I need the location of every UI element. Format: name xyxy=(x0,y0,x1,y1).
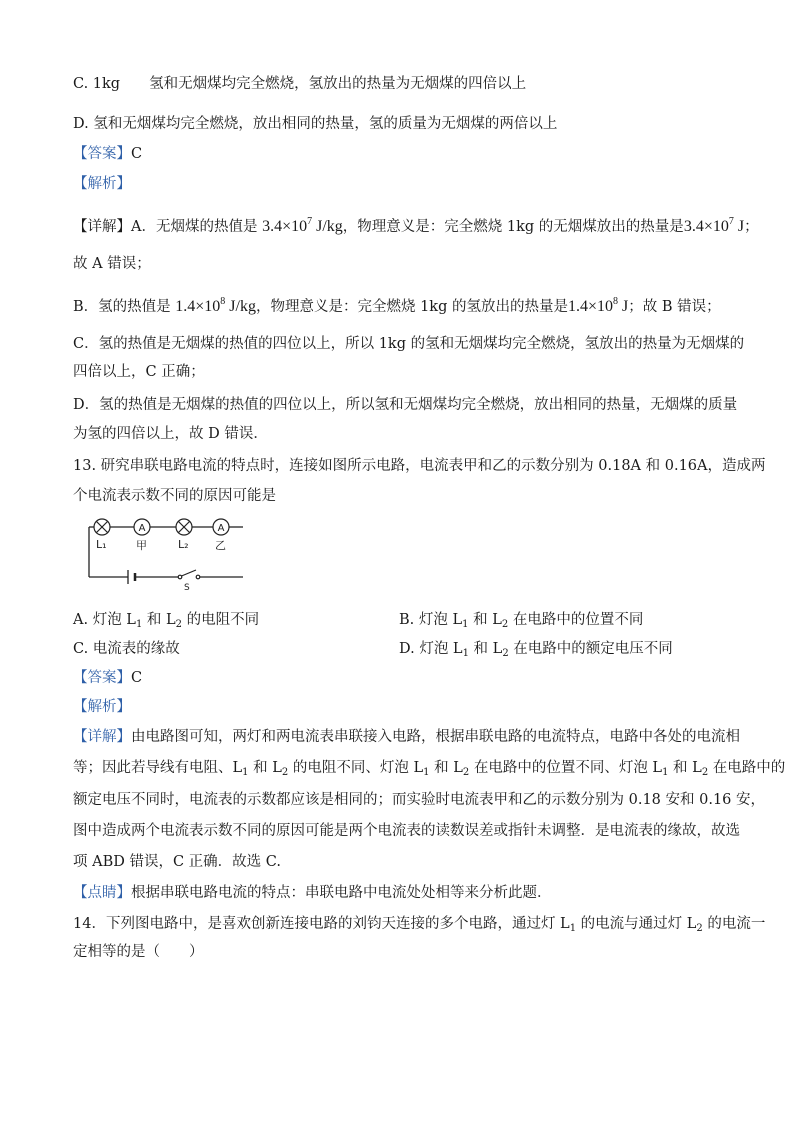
battery-icon xyxy=(128,570,135,584)
explanation-c-2: 四倍以上，C 正确； xyxy=(73,364,205,380)
formula xyxy=(684,218,744,235)
text: 根据串联电路电流的特点：串联电路中电流处处相等来分析此题． xyxy=(131,885,552,901)
label-l1: L₁ xyxy=(96,538,107,551)
text: ，物理意义是：完全燃烧 1kg 的氢放出的热量是 xyxy=(255,299,568,315)
formula xyxy=(262,218,343,235)
label-jia: 甲 xyxy=(136,539,147,552)
option-c: C. 1kg 氢和无烟煤均完全燃烧，氢放出的热量为无烟煤的四倍以上 xyxy=(73,76,527,92)
text: 在电路中的位置不同、灯泡 L xyxy=(469,760,663,776)
formula-exp: 8 xyxy=(220,296,226,307)
explanation-b xyxy=(73,292,721,317)
q13-option-d xyxy=(399,639,673,664)
text: D. 灯泡 L xyxy=(399,641,463,657)
switch-icon xyxy=(178,570,200,579)
circuit-diagram xyxy=(80,512,250,592)
detail-tag: 【详解】 xyxy=(73,729,131,745)
q13-explanation-4: 图中造成两个电流表示数不同的原因可能是两个电流表的读数误差或指针未调整．是电流表的缘故，故选 xyxy=(73,823,740,839)
text: B．氢的热值是 xyxy=(73,299,171,315)
answer-value: C xyxy=(131,670,143,686)
formula-unit: J xyxy=(733,218,745,235)
subscript: 1 xyxy=(135,619,143,630)
q13-answer-line xyxy=(73,668,142,688)
text: 在电路中的位置不同 xyxy=(508,612,644,628)
answer-tag: 【答案】 xyxy=(73,146,131,162)
text: ； xyxy=(744,219,759,235)
formula-base: 3.4×10 xyxy=(262,218,308,235)
subscript: 2 xyxy=(696,923,703,934)
lamp-l1-icon xyxy=(94,519,110,535)
subscript: 1 xyxy=(462,619,469,630)
formula-base: 1.4×10 xyxy=(175,298,221,315)
text: 在电路中的额定电压不同 xyxy=(508,641,673,657)
text: B. 灯泡 L xyxy=(399,612,463,628)
ammeter-symbol: A xyxy=(217,523,225,534)
text: A. 灯泡 L xyxy=(73,612,136,628)
explanation-c-1: C．氢的热值是无烟煤的热值的四位以上，所以 1kg 的氢和无烟煤均完全燃烧，氢放出的热量为无烟煤的 xyxy=(73,336,745,352)
explanation-a xyxy=(73,212,759,237)
q13-analysis-tag: 【解析】 xyxy=(73,699,131,715)
text: 等；因此若导线有电阻、L xyxy=(73,760,243,776)
formula-base: 1.4×10 xyxy=(567,298,614,315)
formula-exp: 7 xyxy=(728,216,734,227)
text: 在电路中的 xyxy=(708,760,786,776)
subscript: 2 xyxy=(501,619,509,630)
subscript: 1 xyxy=(662,767,669,778)
text: 的电阻不同 xyxy=(182,612,260,628)
analysis-tag: 【解析】 xyxy=(73,176,131,192)
subscript: 1 xyxy=(423,767,430,778)
q13-option-b xyxy=(399,610,643,635)
q13-option-a xyxy=(73,610,259,635)
answer-tag: 【答案】 xyxy=(73,670,131,686)
text: 和 L xyxy=(668,760,702,776)
q13-comment xyxy=(73,883,552,903)
q13-explanation-5: 项 ABD 错误，C 正确．故选 C. xyxy=(73,854,281,870)
subscript: 1 xyxy=(242,767,249,778)
subscript: 2 xyxy=(462,767,470,778)
text: 和 L xyxy=(468,612,502,628)
explanation-a-2: 故 A 错误； xyxy=(73,256,151,272)
q14-stem-2: 定相等的是（ ） xyxy=(73,944,204,960)
formula xyxy=(568,298,628,315)
formula-unit: J/kg xyxy=(225,298,256,315)
q13-option-c: C. 电流表的缘故 xyxy=(73,641,180,657)
text: 的电阻不同、灯泡 L xyxy=(288,760,424,776)
comment-tag: 【点睛】 xyxy=(73,885,131,901)
subscript: 1 xyxy=(569,923,577,934)
text: 14．下列图电路中，是喜欢创新连接电路的刘钧天连接的多个电路，通过灯 L xyxy=(73,916,570,932)
text: 和 L xyxy=(429,760,463,776)
subscript: 2 xyxy=(701,767,709,778)
answer-line xyxy=(73,144,142,164)
text: 和 L xyxy=(248,760,282,776)
lamp-l2-icon xyxy=(176,519,192,535)
formula-unit: J/kg xyxy=(312,218,343,235)
q13-explanation-3: 额定电压不同时，电流表的示数都应该是相同的；而实验时电流表甲和乙的示数分别为 0.18 安和 0.16 安， xyxy=(73,792,766,808)
subscript: 2 xyxy=(502,648,509,659)
q13-explanation-1 xyxy=(73,727,740,747)
q13-stem-1: 13. 研究串联电路电流的特点时，连接如图所示电路，电流表甲和乙的示数分别为 0.18A 和 0.16A，造成两 xyxy=(73,458,766,474)
q13-explanation-2 xyxy=(73,758,785,783)
answer-value: C xyxy=(131,146,143,162)
text: 的电流一 xyxy=(702,916,766,932)
ammeter-symbol: A xyxy=(138,523,146,534)
text: ，物理意义是：完全燃烧 1kg 的无烟煤放出的热量是 xyxy=(342,219,684,235)
ammeter-yi-icon xyxy=(213,519,229,535)
label-switch: S xyxy=(184,583,190,592)
text: A．无烟煤的热值是 xyxy=(131,219,258,235)
explanation-d-2: 为氢的四倍以上，故 D 错误． xyxy=(73,426,268,442)
formula-base: 3.4×10 xyxy=(683,218,729,235)
subscript: 1 xyxy=(462,648,469,659)
q13-stem-2: 个电流表示数不同的原因可能是 xyxy=(73,488,276,504)
formula-exp: 7 xyxy=(307,216,313,227)
q14-stem-1 xyxy=(73,914,765,939)
formula-unit: J xyxy=(618,298,629,315)
formula xyxy=(175,298,256,315)
subscript: 2 xyxy=(175,619,183,630)
label-l2: L₂ xyxy=(178,538,189,551)
text: 和 L xyxy=(142,612,176,628)
detail-tag: 【详解】 xyxy=(73,219,131,235)
text: 由电路图可知，两灯和两电流表串联接入电路，根据串联电路的电流特点，电路中各处的电流相 xyxy=(131,729,740,745)
text: 的电流与通过灯 L xyxy=(576,916,697,932)
text: 和 L xyxy=(468,641,503,657)
formula-exp: 8 xyxy=(613,296,619,307)
label-yi: 乙 xyxy=(215,539,226,552)
text: ；故 B 错误； xyxy=(628,299,721,315)
option-d: D. 氢和无烟煤均完全燃烧，放出相同的热量，氢的质量为无烟煤的两倍以上 xyxy=(73,116,558,132)
subscript: 2 xyxy=(281,767,289,778)
explanation-d-1: D．氢的热值是无烟煤的热值的四位以上，所以氢和无烟煤均完全燃烧，放出相同的热量，无烟煤的质量 xyxy=(73,397,738,413)
ammeter-jia-icon xyxy=(134,519,150,535)
